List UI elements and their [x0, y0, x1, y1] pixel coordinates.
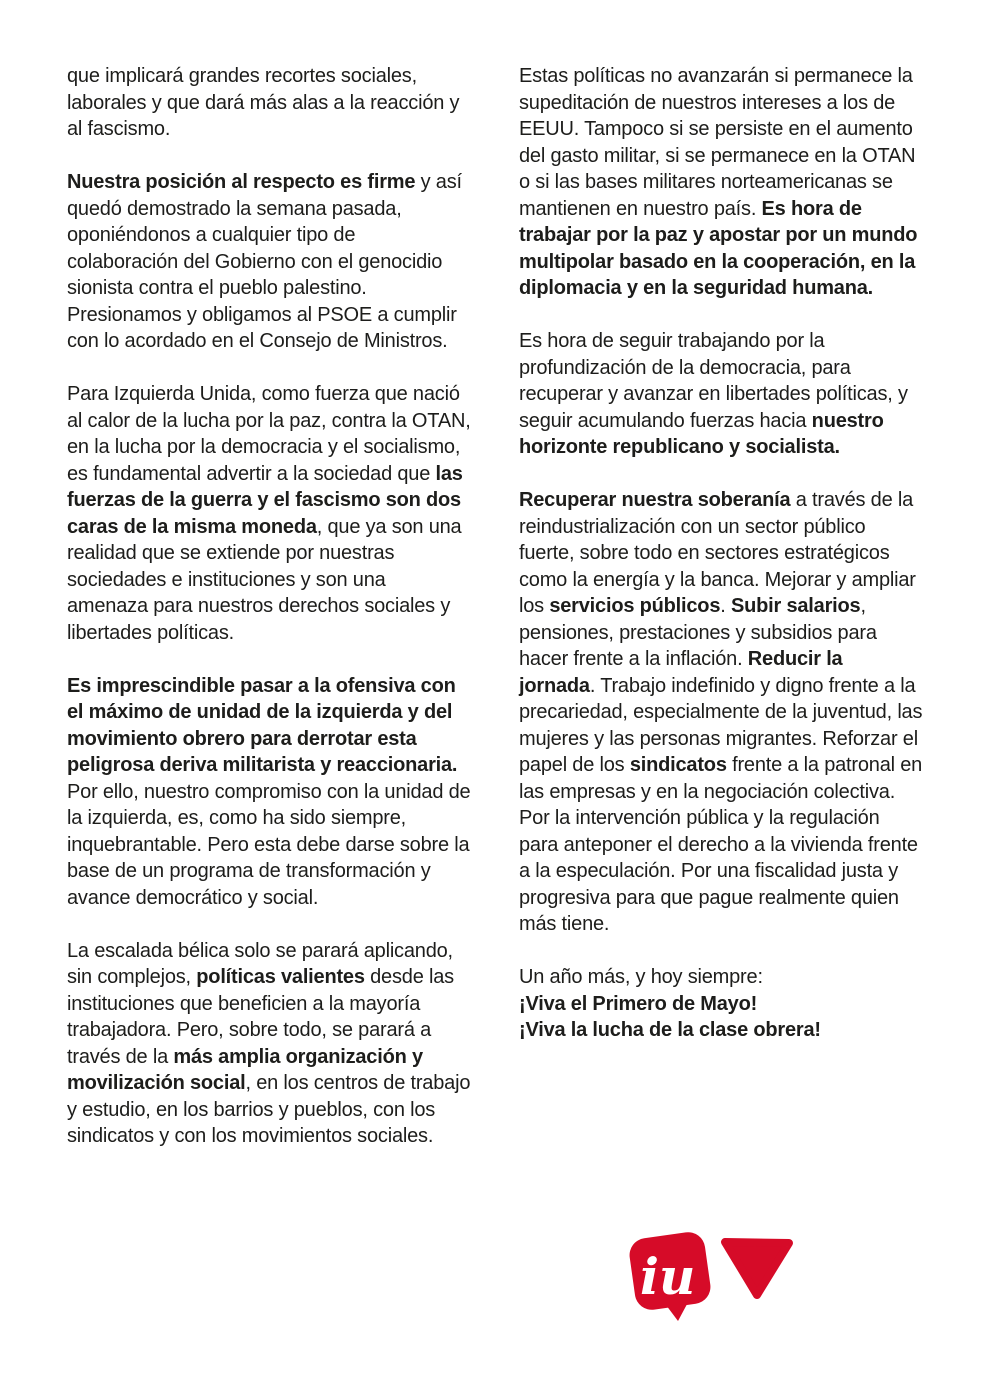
right-column	[519, 63, 923, 1150]
text-run-bold: sindicatos	[629, 754, 727, 776]
text-run: , que ya son una realidad que se extiende por nuestras sociedades e instituciones y son una amenaza para nuestros derechos sociales y libertades políticas.	[67, 515, 462, 644]
text-columns	[67, 63, 923, 1150]
text-run-bold: nuestro horizonte republicano y socialista.	[519, 409, 884, 458]
text-run-bold: Subir salarios	[730, 595, 861, 617]
paragraph	[67, 63, 471, 143]
text-run-bold: Recuperar nuestra soberanía	[519, 489, 791, 511]
paragraph	[67, 169, 471, 355]
text-run: y así quedó demostrado la semana pasada, oponiéndonos a cualquier tipo de colaboración del Gobierno con el genocidio sionista contra el pueblo palestino. Presionamos y obligamos al PSOE a cumplir con lo acordado en el Consejo de Ministros.	[67, 171, 462, 352]
paragraph	[519, 63, 923, 302]
text-run: , en los centros de trabajo y estudio, en los barrios y pueblos, con los sindicatos y con los movimientos sociales.	[67, 1072, 471, 1147]
closing-paragraph	[519, 964, 923, 1044]
paragraph	[519, 328, 923, 461]
text-run-bold: las fuerzas de la guerra y el fascismo son dos caras de la misma moneda	[67, 462, 463, 538]
text-run: Es hora de seguir trabajando por la profundización de la democracia, para recuperar y avanzar en libertades políticas, y seguir acumulando fuerzas hacia	[519, 330, 908, 432]
text-run: , pensiones, prestaciones y subsidios para hacer frente a la inflación.	[519, 595, 877, 670]
text-run: desde las instituciones que beneficien a la mayoría trabajadora. Pero, sobre todo, se parará a través de la	[67, 966, 454, 1068]
left-column	[67, 63, 471, 1150]
text-run-bold: Es hora de trabajar por la paz y apostar por un mundo multipolar basado en la cooperación, en la diplomacia y en la seguridad humana.	[519, 197, 918, 299]
text-run: que implicará grandes recortes sociales, laborales y que dará más alas a la reacción y al fascismo.	[67, 65, 460, 140]
text-run-bold: políticas valientes	[196, 966, 365, 988]
text-run: frente a la patronal en las empresas y en la negociación colectiva. Por la intervención pública y la regulación para anteponer el derecho a la vivienda frente a la especulación. Por una fiscalidad justa y progresiva para que pague realmente quien más tiene.	[519, 754, 923, 935]
text-run-bold: más amplia organización y movilización social	[67, 1045, 423, 1094]
closing-intro: Un año más, y hoy siempre:	[519, 966, 763, 988]
text-run: a través de la reindustrialización con un sector público fuerte, sobre todo en sectores estratégicos como la energía y la banca. Mejorar y ampliar los	[519, 489, 916, 617]
paragraph	[67, 381, 471, 646]
iu-logo-text: iu	[640, 1247, 696, 1306]
text-run: .	[720, 595, 731, 617]
text-run-bold: Es imprescindible pasar a la ofensiva con el máximo de unidad de la izquierda y del movimiento obrero para derrotar esta peligrosa deriva militarista y reaccionaria.	[67, 674, 458, 776]
text-run-bold: Reducir la jornada	[519, 648, 843, 697]
iu-logo	[627, 1227, 802, 1327]
text-run-bold: Nuestra posición al respecto es firme	[67, 171, 416, 193]
text-run: Estas políticas no avanzarán si permanece la supeditación de nuestros intereses a los de EEUU. Tampoco si se persiste en el aumento del gasto militar, si se permanece en la OTAN o si las bases militares norteamericanas se mantienen en nuestro país.	[519, 65, 916, 220]
paragraph	[67, 673, 471, 912]
inverted-triangle-icon	[718, 1235, 796, 1303]
text-run: Para Izquierda Unida, como fuerza que nació al calor de la lucha por la paz, contra la OTAN, en la lucha por la democracia y el socialismo, es fundamental advertir a la sociedad que	[67, 383, 471, 485]
text-run-bold: servicios públicos	[549, 595, 721, 617]
iu-speech-bubble	[627, 1227, 717, 1327]
paragraph	[519, 487, 923, 938]
closing-viva-mayo: ¡Viva el Primero de Mayo!	[519, 992, 758, 1015]
closing-viva-obrera: ¡Viva la lucha de la clase obrera!	[519, 1019, 821, 1041]
text-run: Por ello, nuestro compromiso con la unidad de la izquierda, es, como ha sido siempre, inquebrantable. Pero esta debe darse sobre la base de un programa de transformación y avance democrático y social.	[67, 780, 471, 909]
paragraph	[67, 938, 471, 1150]
text-run: La escalada bélica solo se parará aplicando, sin complejos,	[67, 939, 453, 988]
text-run: . Trabajo indefinido y digno frente a la precariedad, especialmente de la juventud, las mujeres y las personas migrantes. Reforzar el papel de los	[519, 674, 923, 776]
